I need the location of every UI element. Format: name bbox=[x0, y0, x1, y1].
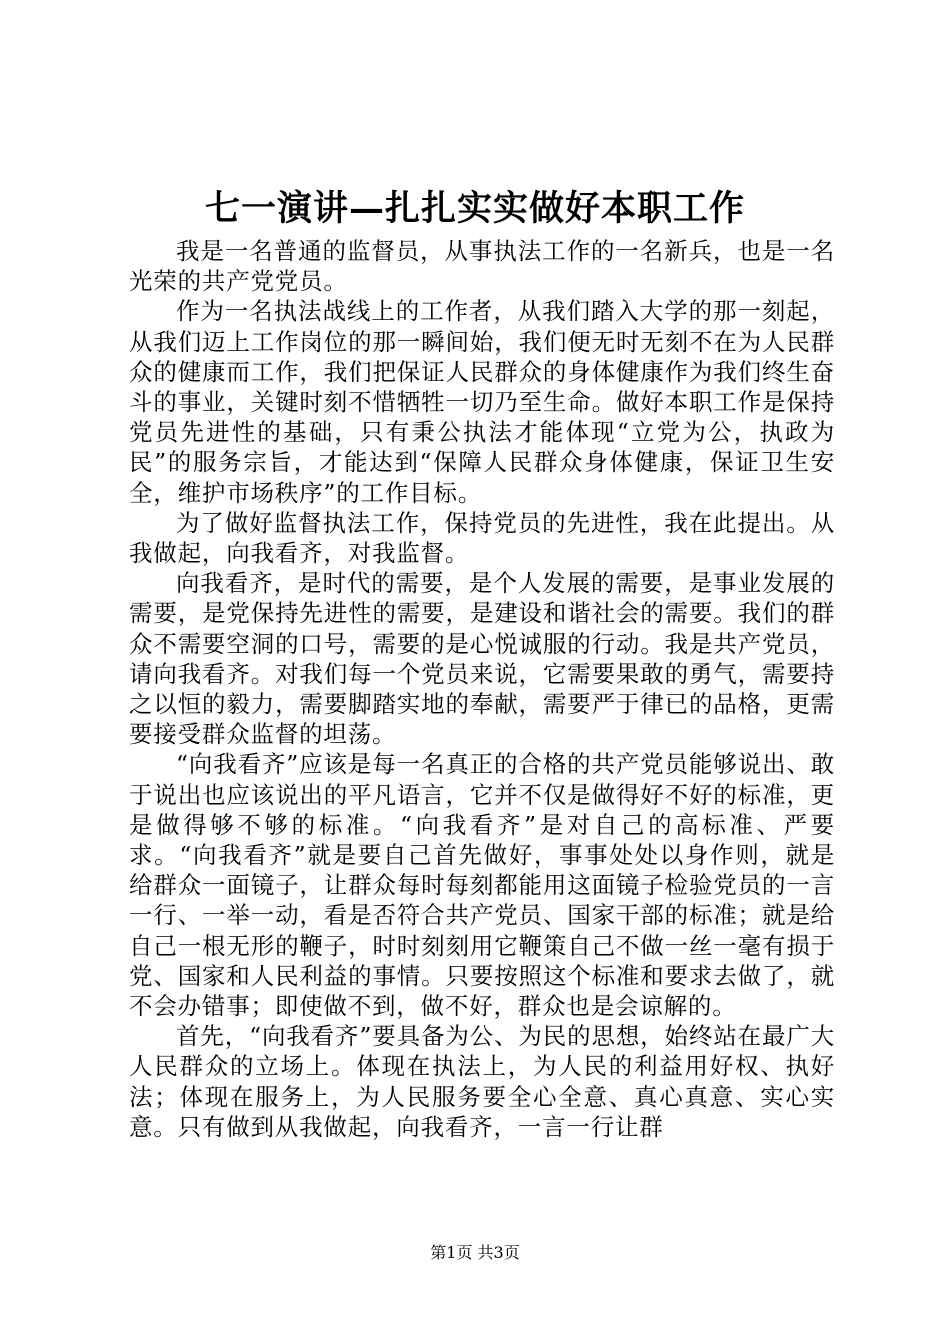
paragraph: 为了做好监督执法工作，保持党员的先进性，我在此提出。从我做起，向我看齐，对我监督。 bbox=[129, 508, 835, 568]
paragraph: “向我看齐”应该是每一名真正的合格的共产党员能够说出、敢于说出也应该说出的平凡语言，它并不仅是做得好不好的标准，更是做得够不够的标准。“向我看齐”是对自己的高标准、严要求。“向我看齐”就是要自己首先做好，事事处处以身作则，就是给群众一面镜子，让群众每时每刻都能用这面镜子检验党员的一言一行、一举一动，看是否符合共产党员、国家干部的标准；就是给自己一根无形的鞭子，时时刻刻用它鞭策自己不做一丝一毫有损于党、国家和人民利益的事情。只要按照这个标准和要求去做了，就不会办错事；即使做不到，做不好，群众也是会谅解的。 bbox=[129, 750, 835, 1021]
document-title: 七一演讲—扎扎实实做好本职工作 bbox=[204, 188, 745, 229]
page-number-footer: 第1页 共3页 bbox=[430, 1243, 520, 1262]
paragraph: 向我看齐，是时代的需要，是个人发展的需要，是事业发展的需要，是党保持先进性的需要，是建设和谐社会的需要。我们的群众不需要空洞的口号，需要的是心悦诚服的行动。我是共产党员，请向我看齐。对我们每一个党员来说，它需要果敢的勇气，需要持之以恒的毅力，需要脚踏实地的奉献，需要严于律已的品格，更需要接受群众监督的坦荡。 bbox=[129, 569, 835, 749]
paragraph: 我是一名普通的监督员，从事执法工作的一名新兵，也是一名光荣的共产党党员。 bbox=[129, 237, 835, 296]
paragraph: 作为一名执法战线上的工作者，从我们踏入大学的那一刻起，从我们迈上工作岗位的那一瞬间始，我们便无时无刻不在为人民群众的健康而工作，我们把保证人民群众的身体健康作为我们终生奋斗的事业，关键时刻不惜牺牲一切乃至生命。做好本职工作是保持党员先进性的基础，只有秉公执法才能体现“立党为公，执政为民”的服务宗旨，才能达到“保障人民群众身体健康，保证卫生安全，维护市场秩序”的工作目标。 bbox=[129, 297, 835, 507]
paragraph: 首先，“向我看齐”要具备为公、为民的思想，始终站在最广大人民群众的立场上。体现在执法上，为人民的利益用好权、执好法；体现在服务上，为人民服务要全心全意、真心真意、实心实意。只有做到从我做起，向我看齐，一言一行让群 bbox=[129, 1022, 835, 1141]
document-body bbox=[129, 236, 835, 1142]
